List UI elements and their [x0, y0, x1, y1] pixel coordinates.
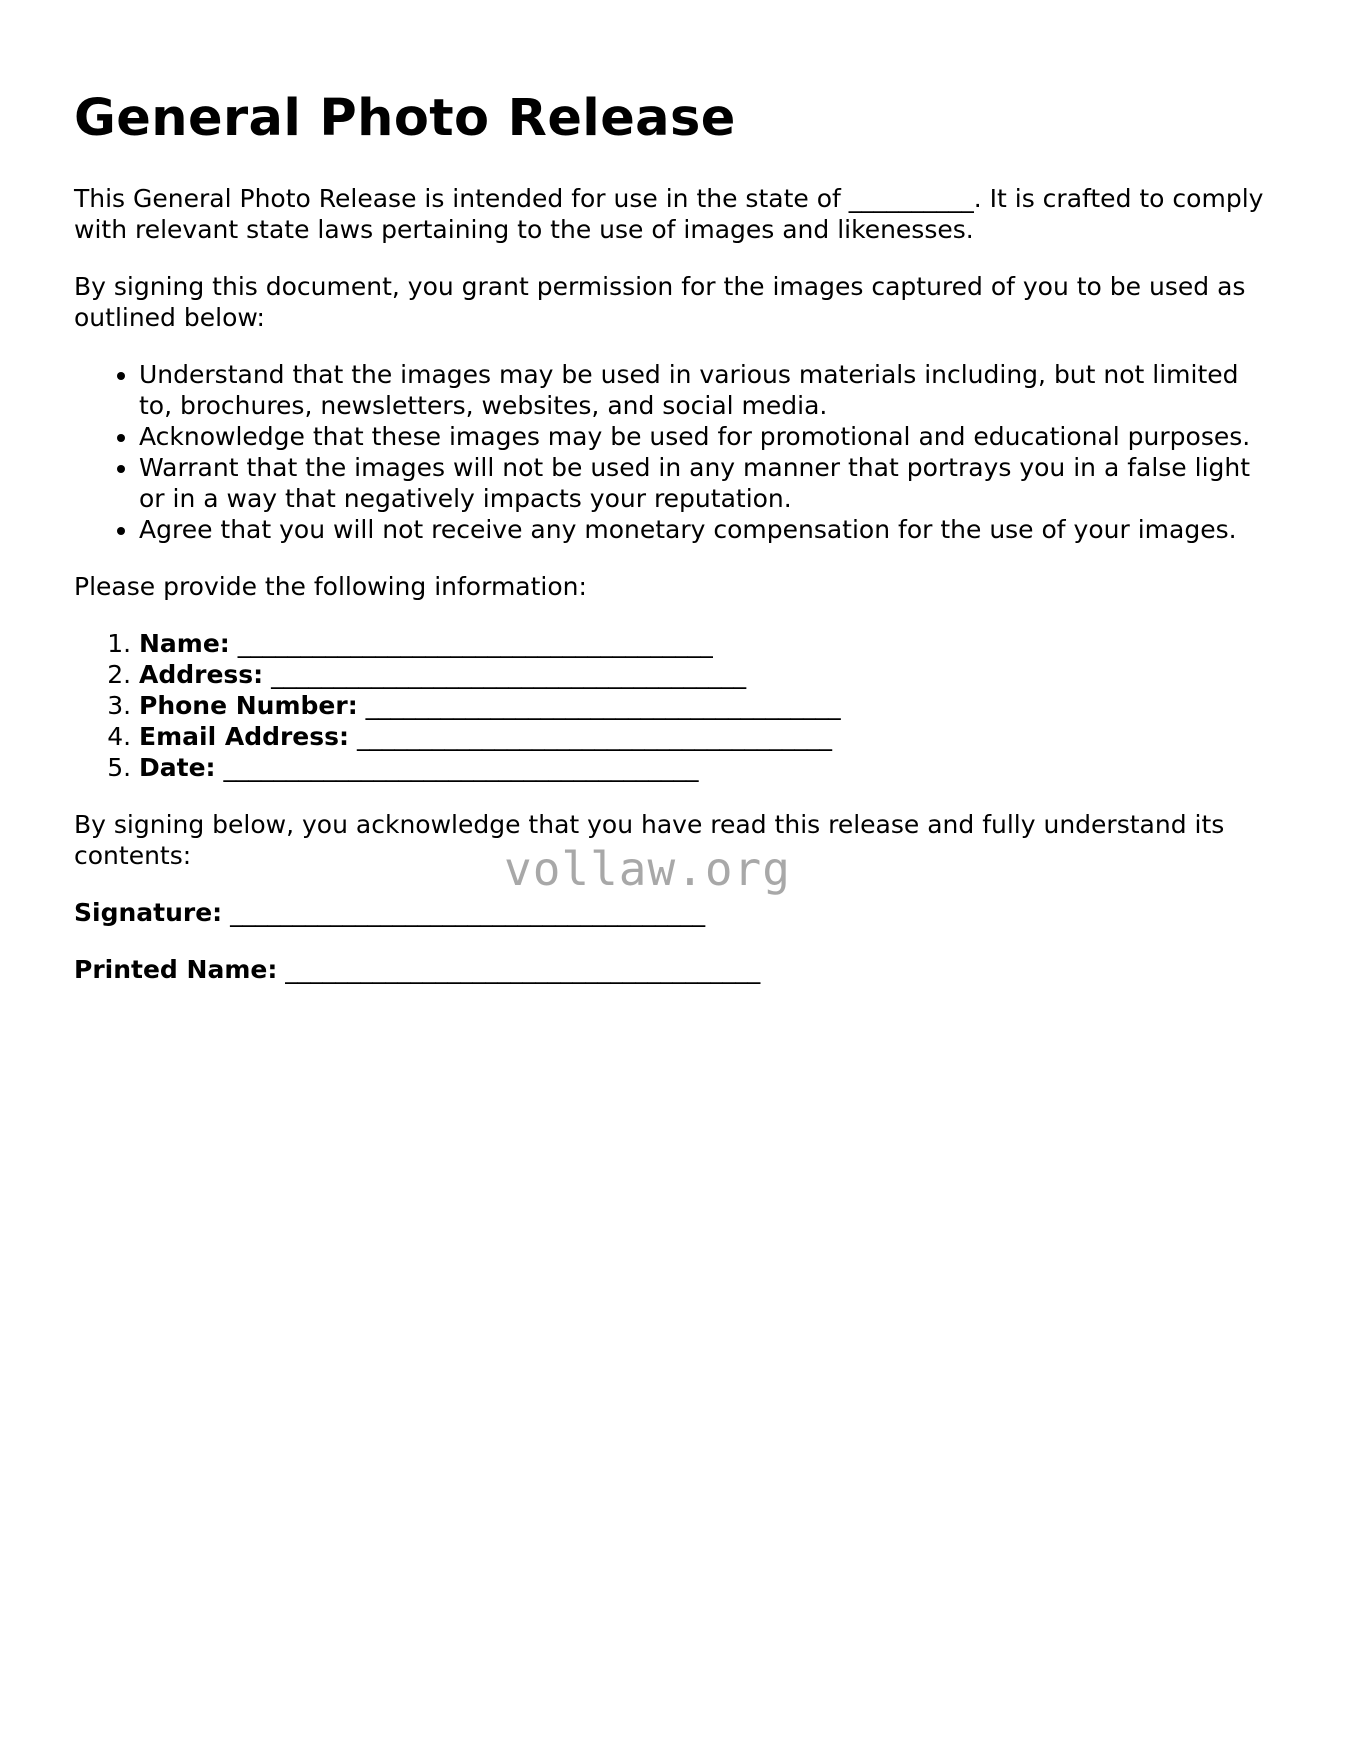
- document-page: [74, 88, 1274, 1011]
- info-prompt: Please provide the following information:: [74, 572, 587, 602]
- field-blank: ______________________________________: [271, 660, 747, 690]
- field-blank: ______________________________________: [237, 629, 713, 659]
- list-item: • Understand that the images may be used in various materials including, but not limited to, brochures, newsletters, websites, and social media.: [139, 359, 1274, 421]
- printed-name-blank: ______________________________________: [285, 955, 761, 985]
- info-fields-list: [74, 628, 1274, 783]
- signature-label: Signature:: [74, 898, 223, 928]
- terms-list: [74, 359, 1274, 545]
- list-item: • Agree that you will not receive any monetary compensation for the use of your images.: [139, 514, 1274, 545]
- signature-field[interactable]: [74, 897, 1274, 928]
- field-label: Name:: [139, 629, 230, 659]
- phone-number-field[interactable]: [139, 690, 1274, 721]
- name-field[interactable]: [139, 628, 1274, 659]
- list-item: • Acknowledge that these images may be used for promotional and educational purposes.: [139, 421, 1274, 452]
- address-field[interactable]: [139, 659, 1274, 690]
- signature-blank: ______________________________________: [230, 898, 706, 928]
- field-label: Phone Number:: [139, 691, 358, 721]
- printed-name-label: Printed Name:: [74, 955, 278, 985]
- field-label: Date:: [139, 753, 216, 783]
- field-label: Address:: [139, 660, 264, 690]
- email-address-field[interactable]: [139, 721, 1274, 752]
- list-item: • Warrant that the images will not be used in any manner that portrays you in a false light or in a way that negatively impacts your reputation.: [139, 452, 1274, 514]
- acknowledge-paragraph: By signing below, you acknowledge that you have read this release and fully understand its contents:: [74, 810, 1225, 871]
- field-blank: ______________________________________: [356, 722, 832, 752]
- field-blank: ______________________________________: [365, 691, 841, 721]
- intro-paragraph: This General Photo Release is intended for use in the state of __________. It is crafted to comply with relevant state laws pertaining to the use of images and likenesses.: [74, 184, 1264, 245]
- field-label: Email Address:: [139, 722, 350, 752]
- document-title: General Photo Release: [74, 89, 736, 148]
- field-blank: ______________________________________: [223, 753, 699, 783]
- grant-paragraph: By signing this document, you grant permission for the images captured of you to be used as outlined below:: [74, 272, 1246, 333]
- printed-name-field[interactable]: [74, 954, 1274, 985]
- watermark: vollaw.org: [504, 842, 791, 896]
- date-field[interactable]: [139, 752, 1274, 783]
